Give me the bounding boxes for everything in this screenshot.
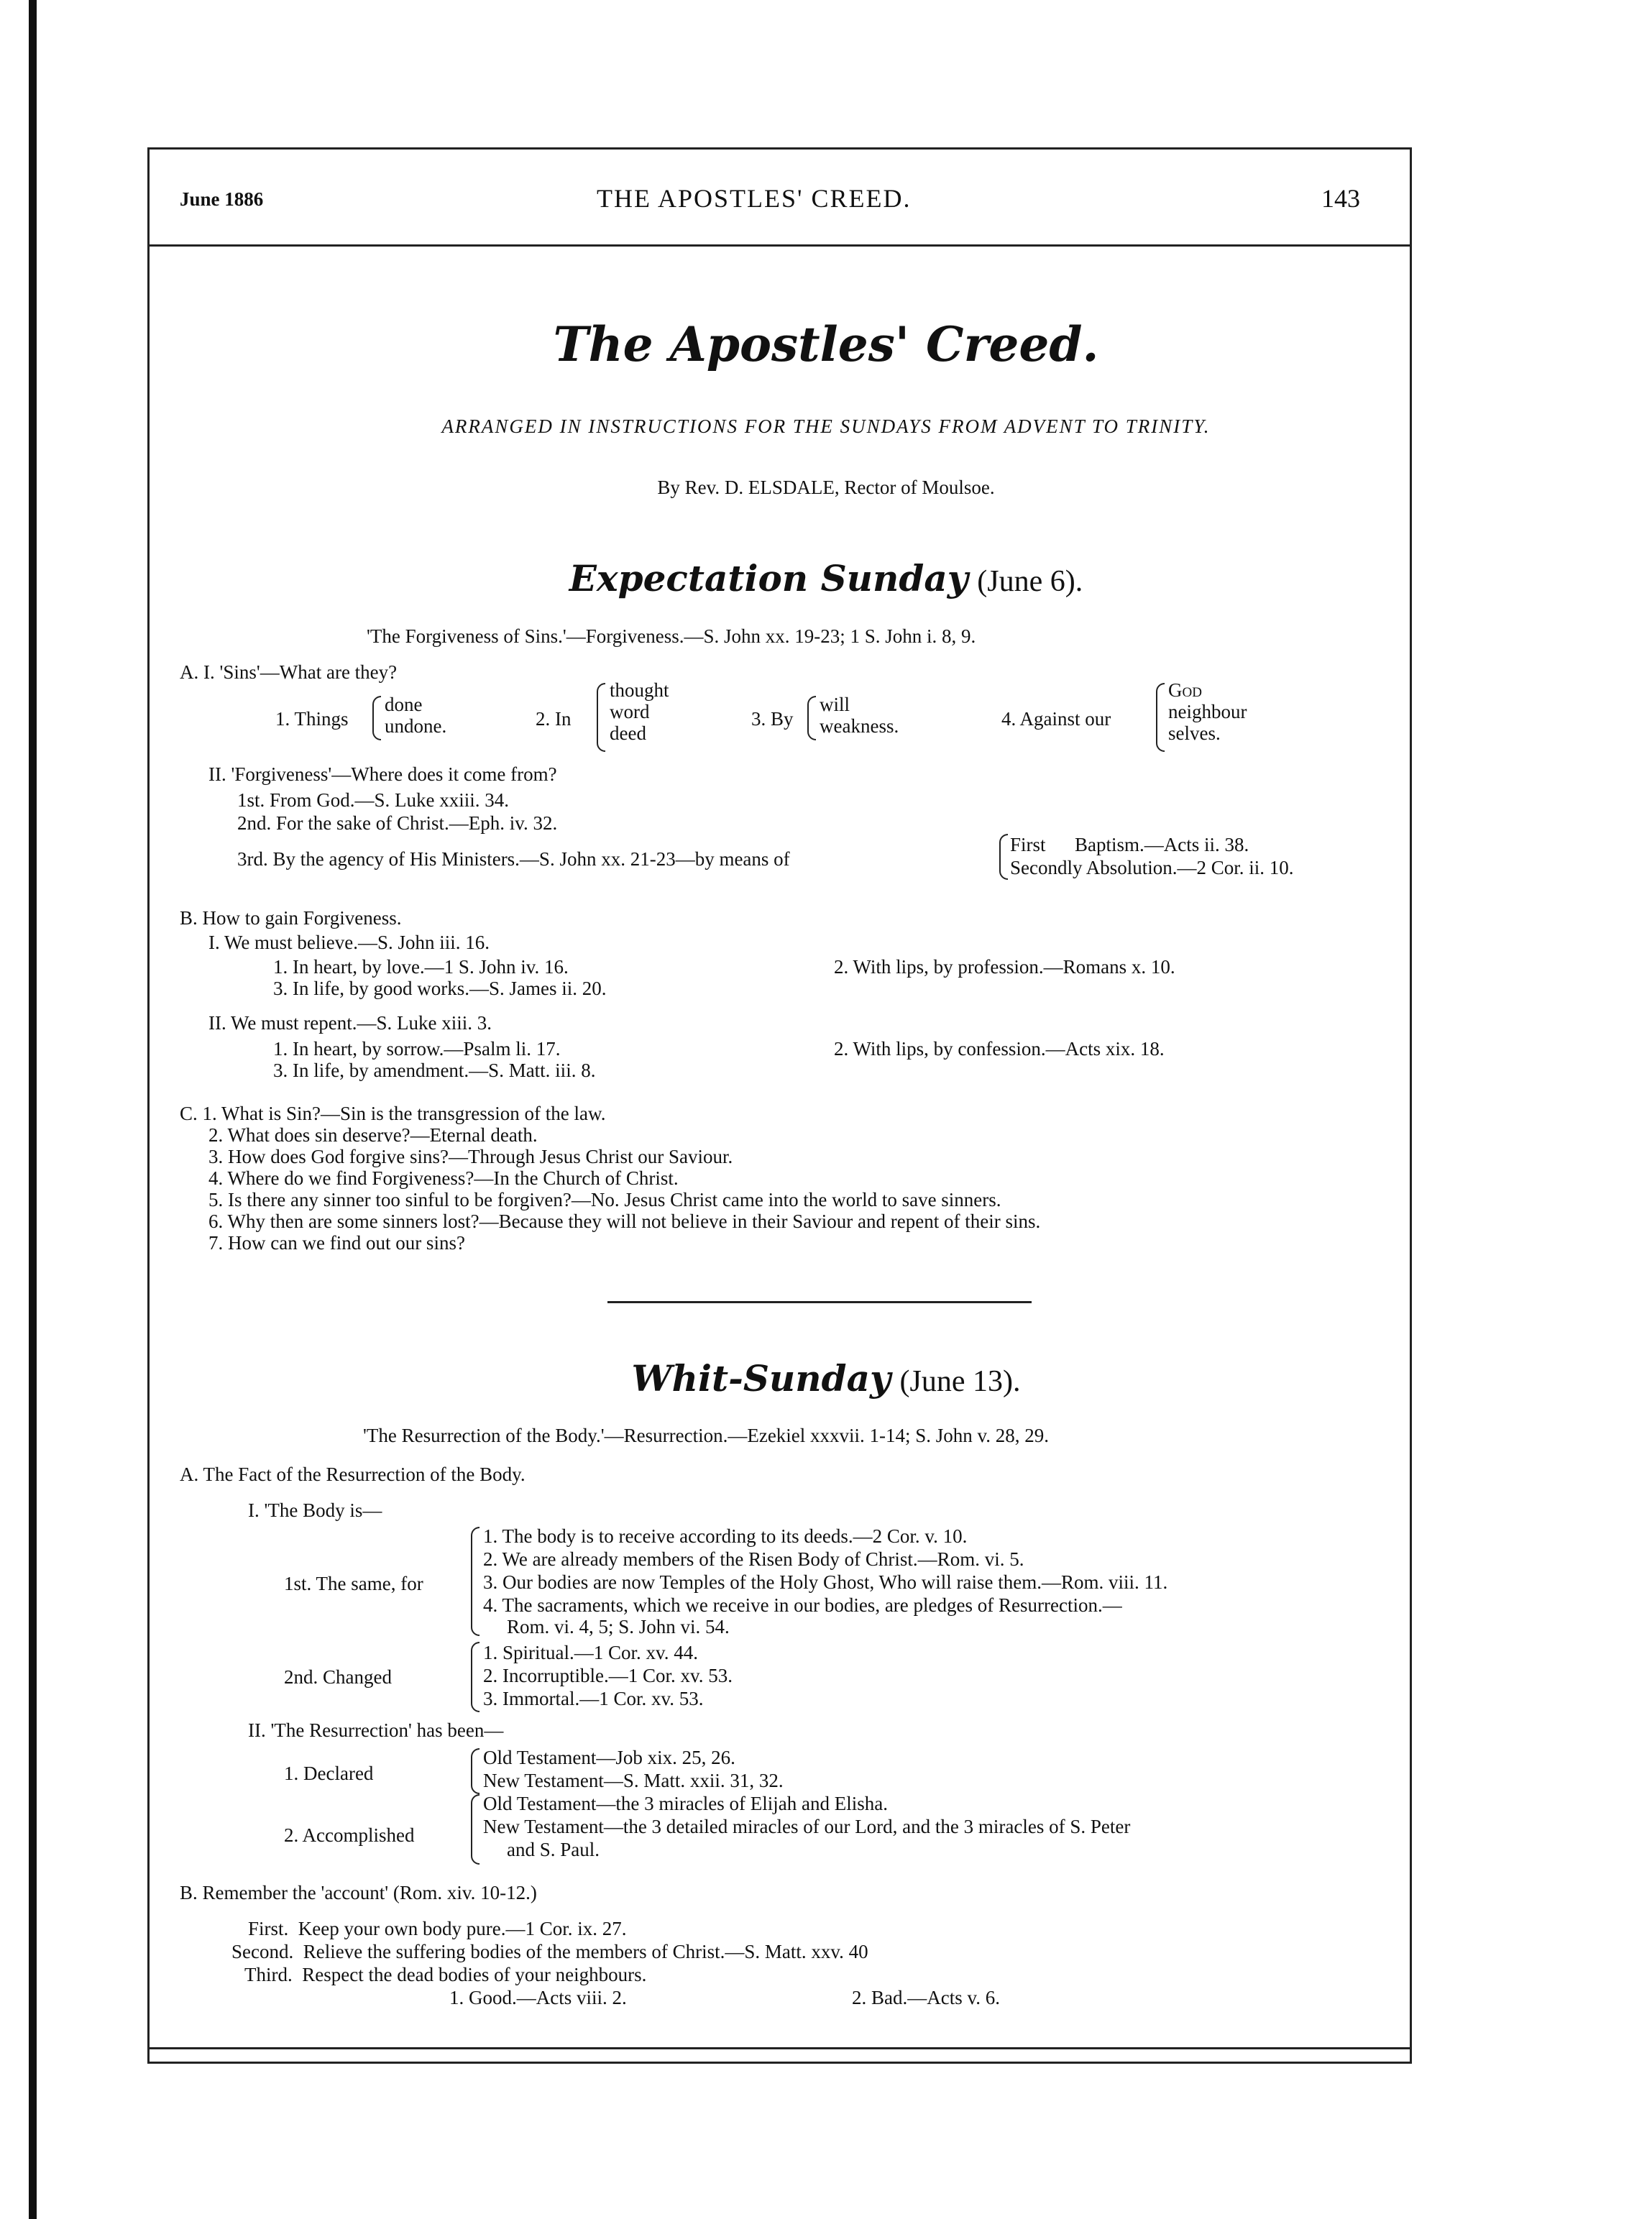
s1-b1-left-1: 1. In heart, by love.—1 S. John iv. 16.: [273, 956, 569, 978]
header-rule: [150, 244, 1410, 247]
s1-b1-right: 2. With lips, by profession.—Romans x. 10.: [834, 956, 1175, 978]
s2-b-good: 1. Good.—Acts viii. 2.: [449, 1987, 627, 2008]
s1-against-label: 4. Against our: [1001, 708, 1111, 730]
s2-same-2: 2. We are already members of the Risen Body of Christ.—Rom. vi. 5.: [483, 1548, 1024, 1570]
s1-means-2: Secondly Absolution.—2 Cor. ii. 10.: [1010, 857, 1294, 878]
s1-a2-third: 3rd. By the agency of His Ministers.—S. John xx. 21-23—by means of: [237, 848, 790, 870]
s2-changed-3: 3. Immortal.—1 Cor. xv. 53.: [483, 1688, 704, 1709]
s1-against-3: selves.: [1168, 722, 1221, 744]
s1-things-label: 1. Things: [275, 708, 349, 730]
s1-against-2: neighbour: [1168, 701, 1247, 722]
s1-b1-heading: I. We must believe.—S. John iii. 16.: [208, 932, 490, 953]
s1-by-label: 3. By: [751, 708, 794, 730]
s1-in-3: deed: [610, 722, 646, 744]
s1-c-line-7: 7. How can we find out our sins?: [208, 1232, 465, 1254]
s1-b2-left-2: 3. In life, by amendment.—S. Matt. iii. 8.: [273, 1060, 596, 1081]
running-title: THE APOSTLES' CREED.: [597, 184, 912, 213]
s2-accomplished-label: 2. Accomplished: [284, 1824, 415, 1846]
s2-accomplished-brace: [471, 1794, 479, 1865]
s1-things-2: undone.: [385, 715, 447, 737]
s1-c-line-6: 6. Why then are some sinners lost?—Because they will not believe in their Saviour and repent of their sins.: [208, 1210, 1041, 1232]
page-number: 143: [1321, 184, 1360, 213]
section1-heading: Expectation Sunday: [569, 557, 968, 599]
footer-rule: [150, 2047, 1410, 2049]
s2-changed-2: 2. Incorruptible.—1 Cor. xv. 53.: [483, 1665, 733, 1686]
s1-by-brace: [807, 696, 816, 740]
s2-declared-brace: [471, 1748, 479, 1794]
s1-things-1: done: [385, 694, 423, 715]
s1-in-1: thought: [610, 679, 669, 701]
header-date: June 1886: [180, 188, 264, 210]
s1-b1-left-2: 3. In life, by good works.—S. James ii. 20.: [273, 978, 607, 999]
s1-means-brace: [999, 834, 1008, 880]
s1-c-line-2: 2. What does sin deserve?—Eternal death.: [208, 1124, 538, 1146]
s2-b-heading: B. Remember the 'account' (Rom. xiv. 10-12.): [180, 1882, 537, 1903]
s2-same-1: 1. The body is to receive according to its deeds.—2 Cor. v. 10.: [483, 1525, 968, 1547]
s1-against-brace: [1156, 683, 1165, 752]
s1-in-2: word: [610, 701, 650, 722]
s1-things-brace: [372, 696, 381, 740]
s1-against-1: God: [1168, 679, 1202, 701]
s1-a2-heading: II. 'Forgiveness'—Where does it come from?: [208, 763, 557, 785]
s1-a-heading: A. I. 'Sins'—What are they?: [180, 661, 398, 683]
section2-heading: Whit-Sunday: [631, 1357, 891, 1400]
s2-same-5: Rom. vi. 4, 5; S. John vi. 54.: [507, 1616, 730, 1637]
s2-a2-heading: II. 'The Resurrection' has been—: [248, 1719, 504, 1741]
s2-accomplished-2: New Testament—the 3 detailed miracles of our Lord, and the 3 miracles of S. Peter: [483, 1816, 1131, 1837]
s2-same-brace: [471, 1527, 479, 1636]
s1-by-2: weakness.: [820, 715, 899, 737]
s2-same-4: 4. The sacraments, which we receive in our bodies, are pledges of Resurrection.—: [483, 1594, 1122, 1616]
section1-text-ref: 'The Forgiveness of Sins.'—Forgiveness.—S. John xx. 19-23; 1 S. John i. 8, 9.: [367, 625, 976, 647]
s2-declared-2: New Testament—S. Matt. xxii. 31, 32.: [483, 1770, 784, 1791]
s2-declared-label: 1. Declared: [284, 1763, 374, 1784]
s1-a2-line-1: 1st. From God.—S. Luke xxiii. 34.: [237, 789, 510, 811]
s1-c-line-4: 4. Where do we find Forgiveness?—In the Church of Christ.: [208, 1167, 679, 1189]
s2-accomplished-1: Old Testament—the 3 miracles of Elijah and Elisha.: [483, 1793, 888, 1814]
section2-date: (June 13).: [899, 1365, 1021, 1398]
s2-b-bad: 2. Bad.—Acts v. 6.: [852, 1987, 1000, 2008]
article-title: The Apostles' Creed.: [553, 316, 1099, 372]
s2-accomplished-3: and S. Paul.: [507, 1839, 600, 1860]
s2-changed-label: 2nd. Changed: [284, 1666, 392, 1688]
section1-heading-line: [0, 557, 1652, 599]
article-subtitle: ARRANGED IN INSTRUCTIONS FOR THE SUNDAYS FROM ADVENT TO TRINITY.: [441, 415, 1211, 437]
byline: By Rev. D. ELSDALE, Rector of Moulsoe.: [657, 477, 995, 498]
s1-c-line-1: C. 1. What is Sin?—Sin is the transgression of the law.: [180, 1103, 606, 1124]
s1-in-label: 2. In: [536, 708, 572, 730]
s2-b-third: Third. Respect the dead bodies of your neighbours.: [244, 1964, 647, 1985]
s1-b2-heading: II. We must repent.—S. Luke xiii. 3.: [208, 1012, 492, 1034]
s1-a2-line-2: 2nd. For the sake of Christ.—Eph. iv. 32.: [237, 812, 558, 834]
s1-means-1: First Baptism.—Acts ii. 38.: [1010, 834, 1249, 855]
s1-by-1: will: [820, 694, 850, 715]
s1-c-line-3: 3. How does God forgive sins?—Through Jesus Christ our Saviour.: [208, 1146, 733, 1167]
s2-b-second: Second. Relieve the suffering bodies of the members of Christ.—S. Matt. xxv. 40: [231, 1941, 868, 1962]
s1-b2-right: 2. With lips, by confession.—Acts xix. 18.: [834, 1038, 1165, 1060]
s2-changed-brace: [471, 1642, 479, 1712]
s1-b2-left-1: 1. In heart, by sorrow.—Psalm li. 17.: [273, 1038, 561, 1060]
s2-same-label: 1st. The same, for: [284, 1573, 423, 1594]
s1-b-heading: B. How to gain Forgiveness.: [180, 907, 402, 929]
section2-heading-line: [0, 1357, 1652, 1400]
s2-b-first: First. Keep your own body pure.—1 Cor. ix. 27.: [248, 1918, 627, 1939]
section1-date: (June 6).: [977, 565, 1083, 598]
s1-c-line-5: 5. Is there any sinner too sinful to be forgiven?—No. Jesus Christ came into the world to save sinners.: [208, 1189, 1001, 1210]
s1-in-brace: [597, 683, 605, 752]
section-divider: [607, 1301, 1032, 1303]
s2-a1-heading: I. 'The Body is—: [248, 1499, 382, 1521]
s2-same-3: 3. Our bodies are now Temples of the Holy Ghost, Who will raise them.—Rom. viii. 11.: [483, 1571, 1168, 1593]
s2-declared-1: Old Testament—Job xix. 25, 26.: [483, 1747, 735, 1768]
s2-a-heading: A. The Fact of the Resurrection of the Body.: [180, 1464, 526, 1485]
section2-text-ref: 'The Resurrection of the Body.'—Resurrection.—Ezekiel xxxvii. 1-14; S. John v. 28, 29.: [363, 1425, 1050, 1446]
s2-changed-1: 1. Spiritual.—1 Cor. xv. 44.: [483, 1642, 699, 1663]
